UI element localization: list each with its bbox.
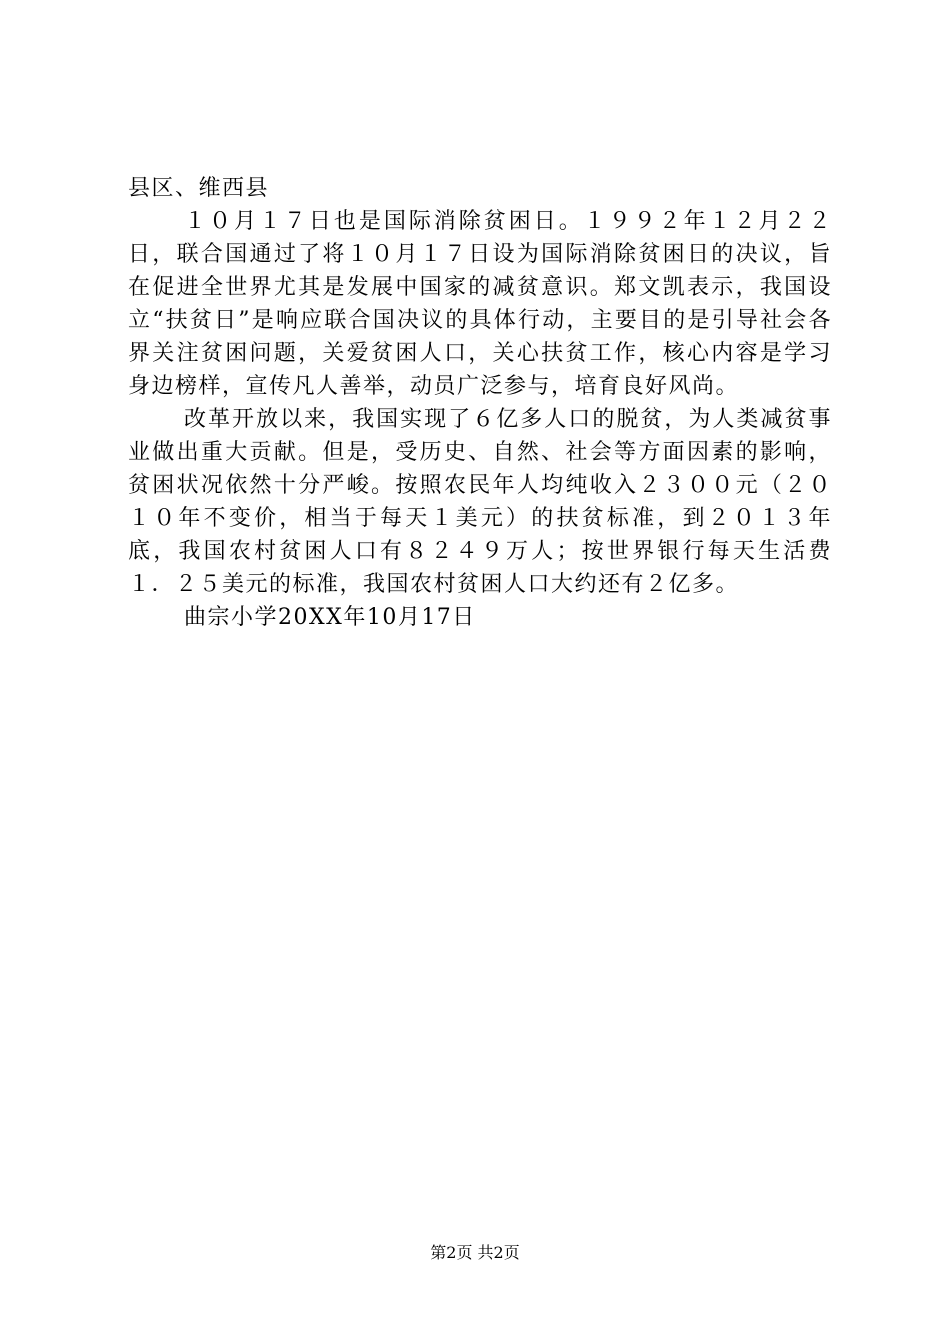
page-number: 第2页 共2页 xyxy=(430,1243,520,1262)
page-footer xyxy=(0,1243,950,1263)
paragraph-location: 县区、维西县 xyxy=(128,176,270,201)
paragraph-poverty-day: １０月１７日也是国际消除贫困日。１９９２年１２月２２日，联合国通过了将１０月１７日设为国际消除贫困日的决议，旨在促进全世界尤其是发展中国家的减贫意识。郑文凯表示，我国设立“扶贫日”是响应联合国决议的具体行动，主要目的是引导社会各界关注贫困问题，关爱贫困人口，关心扶贫工作，核心内容是学习身边榜样，宣传凡人善举，动员广泛参与，培育良好风尚。 xyxy=(128,209,832,399)
paragraph-signature-date: 曲宗小学20XX年10月17日 xyxy=(184,605,476,630)
document-body xyxy=(128,172,832,634)
paragraph-reform-achievements: 改革开放以来，我国实现了６亿多人口的脱贫，为人类减贫事业做出重大贡献。但是，受历史、自然、社会等方面因素的影响，贫困状况依然十分严峻。按照农民年人均纯收入２３００元（２０１０年不变价，相当于每天１美元）的扶贫标准，到２０１３年底，我国农村贫困人口有８２４９万人；按世界银行每天生活费１．２５美元的标准，我国农村贫困人口大约还有２亿多。 xyxy=(128,407,832,597)
